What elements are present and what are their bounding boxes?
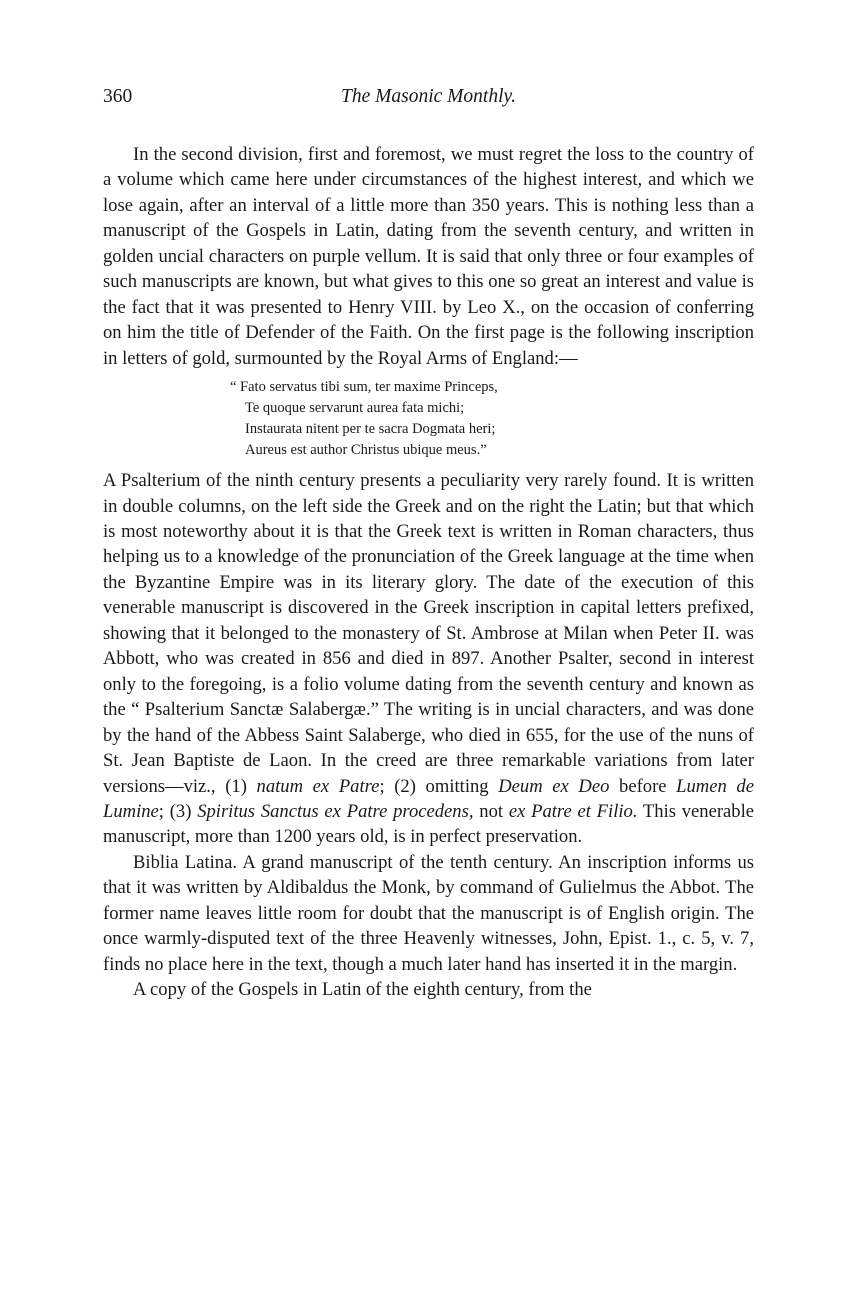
inscription-line: Instaurata nitent per te sacra Dogmata heri; [245,421,496,438]
text-run: ; (2) omitting [379,775,489,797]
page-number: 360 [103,86,133,107]
italic-phrase: Deum ex Deo [498,775,610,797]
inscription-line: “ Fato servatus tibi sum, ter maxime Princeps, [230,379,498,396]
italic-phrase: Spiritus Sanctus ex Patre procedens, [197,800,474,822]
text-run: ; (3) [158,800,192,822]
text-run: This venerable manuscript, more than 1200 years old, is in perfect preservation. [103,800,755,848]
italic-phrase: ex Patre et Filio. [508,800,638,822]
running-head [103,86,754,120]
inscription-line: Aureus est author Christus ubique meus.” [245,442,487,459]
latin-inscription [230,377,754,461]
italic-phrase: Lumen de Lumine [103,775,754,822]
journal-title: The Masonic Monthly. [341,86,516,107]
text-run: A Psalterium of the ninth century presents a peculiarity very rarely found. It is written in double columns, on the left side the Greek and on the right the Latin; but that which is most noteworthy about it is that the Greek text is written in Roman characters, thus helping us to a knowledge of the pronunciation of the Greek language at the time when the Byzantine Empire was in its literary glory. The date of the execution of this venerable manuscript is discovered in the Greek inscription in capital letters prefixed, showing that it belonged to the monastery of St. Ambrose at Milan when Peter II. was Abbott, who was created in 856 and died in 897. Another Psalter, second in interest only to the foregoing, is a folio volume dating from the seventh century and known as the “ Psalterium Sanctæ Salabergæ.” The writing is in uncial characters, and was done by the hand of the Abbess Saint Salaberge, who died in 655, for the use of the nuns of St. Jean Baptiste de Laon. In the creed are three remarkable variations from later versions—viz., (1) [103,470,754,797]
body-text [103,142,754,1003]
italic-phrase: natum ex Patre [256,775,380,797]
paragraph-biblia-latina: Biblia Latina. A grand manuscript of the tenth century. An inscription informs us that it was written by Aldibaldus the Monk, by command of Gulielmus the Abbot. The former name leaves little room for doubt that the manuscript is of English origin. The once warmly-disputed text of the three Heavenly witnesses, John, Epist. 1., c. 5, v. 7, finds no place here in the text, though a much later hand has inserted it in the margin. [103,851,754,975]
paragraph-manuscript-gospels: In the second division, first and foremost, we must regret the loss to the country of a volume which came here under circumstances of the highest interest, and which we lose again, after an interval of a little more than 350 years. This is nothing less than a manuscript of the Gospels in Latin, dating from the seventh century, and written in golden uncial characters on purple vellum. It is said that only three or four examples of such manuscripts are known, but what gives to this one so great an interest and value is the fact that it was presented to Henry VIII. by Leo X., on the occasion of conferring on him the title of Defender of the Faith. On the first page is the following inscription in letters of gold, surmounted by the Royal Arms of England:— [103,144,754,369]
text-run: before [619,775,667,797]
paragraph-gospels-eighth-century: A copy of the Gospels in Latin of the eighth century, from the [133,979,592,1001]
text-run: not [479,800,504,822]
paragraph-psalterium [103,468,754,850]
page [103,86,754,1003]
inscription-line: Te quoque servarunt aurea fata michi; [245,400,465,417]
